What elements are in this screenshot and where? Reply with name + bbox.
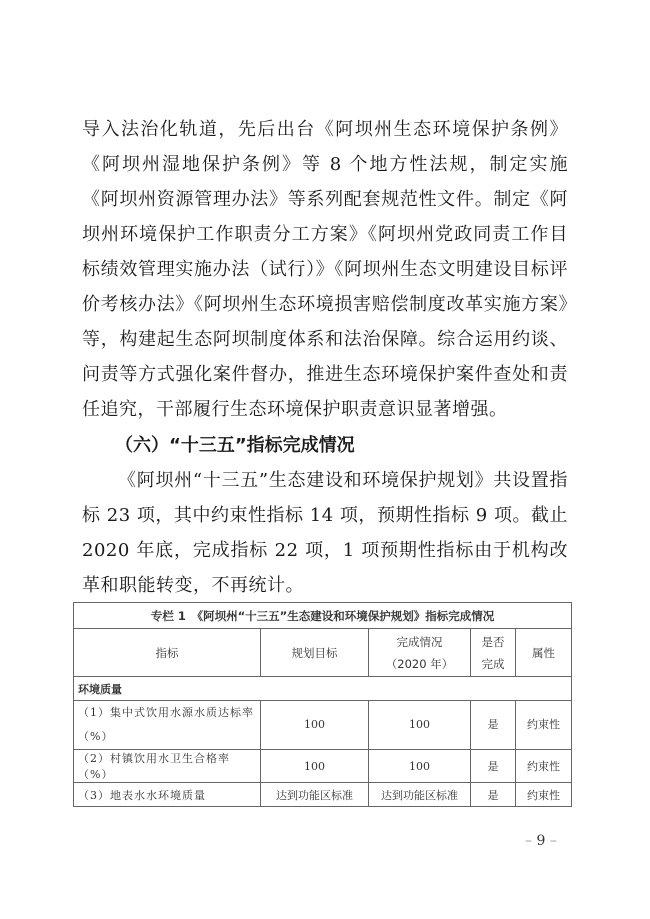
category-label: 环境质量 bbox=[74, 677, 572, 701]
row-indicator bbox=[74, 701, 261, 750]
header-target: 规划目标 bbox=[261, 629, 369, 677]
header-indicator: 指标 bbox=[74, 629, 261, 677]
table-row bbox=[74, 783, 572, 807]
page-number-dash-left: – bbox=[525, 833, 532, 849]
row-target: 100 bbox=[261, 750, 369, 783]
row-indicator: （3）地表水水环境质量 bbox=[74, 783, 261, 807]
header-status-line2: （2020 年） bbox=[385, 656, 454, 671]
page-number bbox=[525, 833, 557, 849]
section-heading: （六）“十三五”指标完成情况 bbox=[115, 435, 355, 456]
row-target: 达到功能区标准 bbox=[261, 783, 369, 807]
row-indicator-line1: （1）集中式饮用水源水质达标率 bbox=[78, 706, 254, 719]
table-row bbox=[74, 750, 572, 783]
page-number-value: 9 bbox=[536, 833, 546, 849]
table-caption: 专栏 1 《阿坝州“十三五”生态建设和环境保护规划》指标完成情况 bbox=[74, 603, 572, 629]
row-attribute: 约束性 bbox=[516, 701, 572, 750]
header-done bbox=[471, 629, 516, 677]
indicator-table bbox=[73, 602, 572, 807]
row-target: 100 bbox=[261, 701, 369, 750]
row-done: 是 bbox=[471, 750, 516, 783]
header-done-line2: 完成 bbox=[481, 656, 505, 671]
header-status bbox=[369, 629, 471, 677]
header-done-line1: 是否 bbox=[481, 634, 505, 649]
page-number-dash-right: – bbox=[549, 833, 557, 849]
row-status: 达到功能区标准 bbox=[369, 783, 471, 807]
row-attribute: 约束性 bbox=[516, 783, 572, 807]
row-indicator: （2）村镇饮用水卫生合格率（%） bbox=[74, 750, 261, 783]
body-paragraph: 导入法治化轨道，先后出台《阿坝州生态环境保护条例》《阿坝州湿地保护条例》等 8 个地方性法规，制定实施《阿坝州资源管理办法》等系列配套规范性文件。制定《阿坝州环境保护工作职责分工方案》《阿坝州党政同责工作目标绩效管理实施办法（试行）》《阿坝州生态文明建设目标评价考核办法》《阿坝州生态环境损害赔偿制度改革实施方案》等，构建起生态阿坝制度体系和法治保障。综合运用约谈、问责等方式强化案件督办，推进生态环境保护案件查处和责任追究，干部履行生态环境保护职责意识显著增强。 bbox=[82, 119, 568, 420]
header-attribute: 属性 bbox=[516, 629, 572, 677]
table-caption-row bbox=[74, 603, 572, 629]
table-category-row bbox=[74, 677, 572, 701]
row-status: 100 bbox=[369, 701, 471, 750]
row-done: 是 bbox=[471, 783, 516, 807]
table-row bbox=[74, 701, 572, 750]
row-done: 是 bbox=[471, 701, 516, 750]
header-status-line1: 完成情况 bbox=[396, 634, 443, 649]
body-paragraph-summary: 《阿坝州“十三五”生态建设和环境保护规划》共设置指标 23 项，其中约束性指标 14 项，预期性指标 9 项。截止 2020 年底，完成指标 22 项，1 项预期性指标由于机构改革和职能转变，不再统计。 bbox=[82, 470, 568, 596]
row-attribute: 约束性 bbox=[516, 750, 572, 783]
row-indicator-line2: （%） bbox=[78, 730, 114, 743]
table-header-row bbox=[74, 629, 572, 677]
row-status: 100 bbox=[369, 750, 471, 783]
